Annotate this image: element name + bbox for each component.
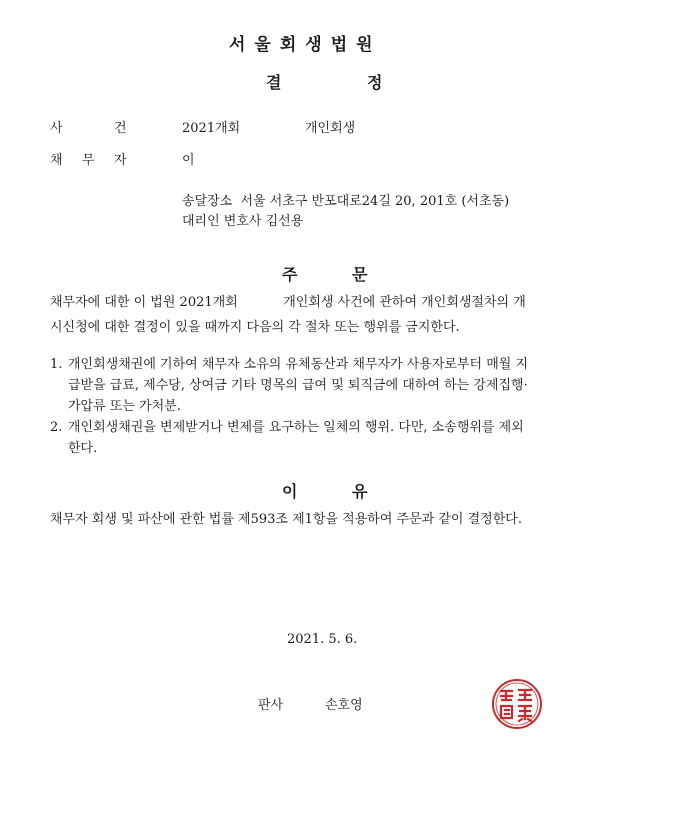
order-intro-line-1: 채무자에 대한 이 법원 2021개회 개인회생 사건에 관하여 개인회생절차의 개 [50, 295, 526, 310]
court-name: 서울회생법원 [229, 35, 382, 55]
judge-name: 손호영 [325, 698, 363, 713]
order-heading-right: 문 [352, 265, 368, 284]
order-item-line: 한다. [68, 441, 98, 456]
order-intro-line-2: 시신청에 대한 결정이 있을 때까지 다음의 각 절차 또는 행위를 금지한다. [50, 320, 460, 335]
debtor-name: 이 [182, 153, 195, 168]
order-item-line: 급받을 급료, 제수당, 상여금 기타 명목의 급여 및 퇴직금에 대하여 하는 강제집행· [68, 378, 528, 393]
debtor-agent: 대리인 변호사 김선용 [182, 214, 304, 229]
reason-text: 채무자 회생 및 파산에 관한 법률 제593조 제1항을 적용하여 주문과 같이 결정한다. [50, 512, 522, 527]
doc-title-right: 정 [367, 73, 383, 92]
doc-title-left: 결 [266, 73, 282, 92]
case-label-2: 건 [114, 121, 127, 136]
debtor-label-3: 자 [114, 153, 127, 168]
reason-heading-right: 유 [352, 482, 368, 501]
order-heading-left: 주 [282, 265, 298, 284]
decision-date: 2021. 5. 6. [287, 632, 358, 647]
judge-title: 판사 [258, 698, 284, 713]
debtor-address: 송달장소 서울 서초구 반포대로24길 20, 201호 (서초동) [182, 194, 510, 209]
order-item-line: 가압류 또는 가처분. [68, 399, 181, 414]
reason-heading-left: 이 [282, 482, 298, 501]
debtor-label-1: 채 [50, 153, 63, 168]
debtor-label-2: 무 [82, 153, 95, 168]
case-type: 개인회생 [305, 121, 356, 136]
seal-graphic [491, 678, 543, 730]
order-item-line: 개인회생채권에 기하여 채무자 소유의 유체동산과 채무자가 사용자로부터 매월 지 [68, 357, 529, 372]
case-label-1: 사 [50, 121, 63, 136]
order-item-number: 1. [50, 357, 63, 372]
order-item-line: 개인회생채권을 변제받거나 변제를 요구하는 일체의 행위. 다만, 소송행위를 제외 [68, 420, 524, 435]
court-seal-stamp-icon [491, 678, 543, 730]
order-item-number: 2. [50, 420, 63, 435]
case-number: 2021개회 [182, 121, 241, 136]
